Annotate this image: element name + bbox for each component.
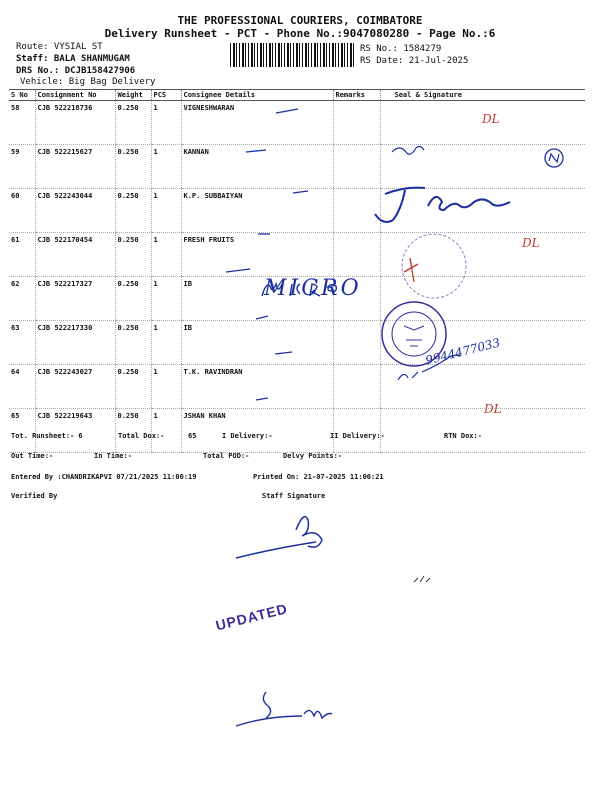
cell-consignee: JSHAN KHAN [181,409,333,453]
cell-seal [380,409,585,453]
cell-remarks [333,409,380,453]
table-row [9,233,585,277]
cell-weight: 0.250 [115,145,151,189]
cell-remarks [333,189,380,233]
staff-signature [236,517,322,558]
total-dox-label: Total Dox:- [118,432,165,440]
cell-weight: 0.250 [115,365,151,409]
col-sno: S No [9,90,35,101]
updated-stamp: UPDATED [214,600,290,634]
col-seal-signature: Seal & Signature [380,90,585,101]
cell-pcs: 1 [151,189,181,233]
cell-pcs: 1 [151,277,181,321]
cell-pcs: 1 [151,145,181,189]
cell-pcs: 1 [151,321,181,365]
first-delivery: I Delivery:- [222,432,273,440]
rtn-dox: RTN Dox:- [444,432,482,440]
cell-sno: 63 [9,321,35,365]
col-weight: Weight [115,90,151,101]
table-row [9,189,585,233]
cell-seal [380,365,585,409]
cell-consignment: CJB 522215627 [35,145,115,189]
cell-sno: 60 [9,189,35,233]
cell-weight: 0.250 [115,101,151,145]
cell-seal [380,189,585,233]
vehicle: Vehicle: Big Bag Delivery [20,77,156,87]
cell-consignment: CJB 522170454 [35,233,115,277]
bottom-signature [236,692,332,726]
cell-consignment: CJB 522243044 [35,189,115,233]
staff-name: Staff: BALA SHANMUGAM [16,54,130,64]
printed-on: Printed On: 21-07-2025 11:00:21 [253,473,384,481]
col-remarks: Remarks [333,90,380,101]
cell-consignee: IB [181,277,333,321]
cell-consignee: KANNAN [181,145,333,189]
cell-consignee: K.P. SUBBAIYAN [181,189,333,233]
cell-pcs: 1 [151,365,181,409]
cell-remarks [333,321,380,365]
cell-sno: 59 [9,145,35,189]
cell-weight: 0.250 [115,233,151,277]
barcode [230,43,356,67]
cell-sno: 61 [9,233,35,277]
in-time: In Time:- [94,452,132,460]
cell-sno: 64 [9,365,35,409]
table-header-row [9,90,585,101]
cell-weight: 0.250 [115,277,151,321]
cell-weight: 0.250 [115,189,151,233]
cell-consignee: VIGNESHWARAN [181,101,333,145]
company-name: THE PROFESSIONAL COURIERS, COIMBATORE [177,14,423,27]
annotation-phone: 9944477033 [424,335,502,368]
runsheet-title: Delivery Runsheet - PCT - Phone No.:9047080280 - Page No.:6 [104,27,496,40]
cell-seal [380,277,585,321]
annotation-dl-row65: DL [484,402,502,416]
cell-consignment: CJB 522243027 [35,365,115,409]
cell-remarks [333,233,380,277]
col-consignee: Consignee Details [181,90,333,101]
cell-sno: 58 [9,101,35,145]
cell-sno: 65 [9,409,35,453]
rs-number: RS No.: 1584279 [360,44,442,54]
total-pod: Total POD:- [203,452,250,460]
cell-pcs: 1 [151,101,181,145]
staff-signature-label: Staff Signature [262,492,326,500]
col-pcs: PCS [151,90,181,101]
cell-consignment: CJB 522219643 [35,409,115,453]
cell-seal [380,145,585,189]
cell-consignee: FRESH FRUITS [181,233,333,277]
table-row [9,145,585,189]
total-runsheet: Tot. Runsheet:- 6 [11,432,83,440]
cell-consignment: CJB 522217330 [35,321,115,365]
cell-remarks [333,145,380,189]
cell-pcs: 1 [151,233,181,277]
route: Route: VYSIAL ST [16,42,103,52]
drs-number: DRS No.: DCJB158427906 [16,66,136,76]
cell-remarks [333,365,380,409]
annotation-micro: MICRO [264,276,362,301]
entered-by: Entered By :CHANDRIKAPVI 07/21/2025 11:00:19 [11,473,197,481]
cell-seal [380,233,585,277]
cell-consignment: CJB 522218736 [35,101,115,145]
cell-pcs: 1 [151,409,181,453]
out-time: Out Time:- [11,452,54,460]
delivery-points: Delvy Points:- [283,452,343,460]
cell-weight: 0.250 [115,321,151,365]
runsheet-table [9,89,585,453]
cell-consignee: IB [181,321,333,365]
cell-consignee: T.K. RAVINDRAN [181,365,333,409]
col-consignment: Consignment No [35,90,115,101]
annotation-dl-row58: DL [482,112,500,126]
total-dox-value: 65 [188,432,197,440]
verified-by: Verified By [11,492,58,500]
cell-sno: 62 [9,277,35,321]
rs-date: RS Date: 21-Jul-2025 [360,56,469,66]
cell-consignment: CJB 522217327 [35,277,115,321]
annotation-dl-row61: DL [522,236,540,250]
cell-weight: 0.250 [115,409,151,453]
second-delivery: II Delivery:- [330,432,385,440]
cell-remarks [333,101,380,145]
